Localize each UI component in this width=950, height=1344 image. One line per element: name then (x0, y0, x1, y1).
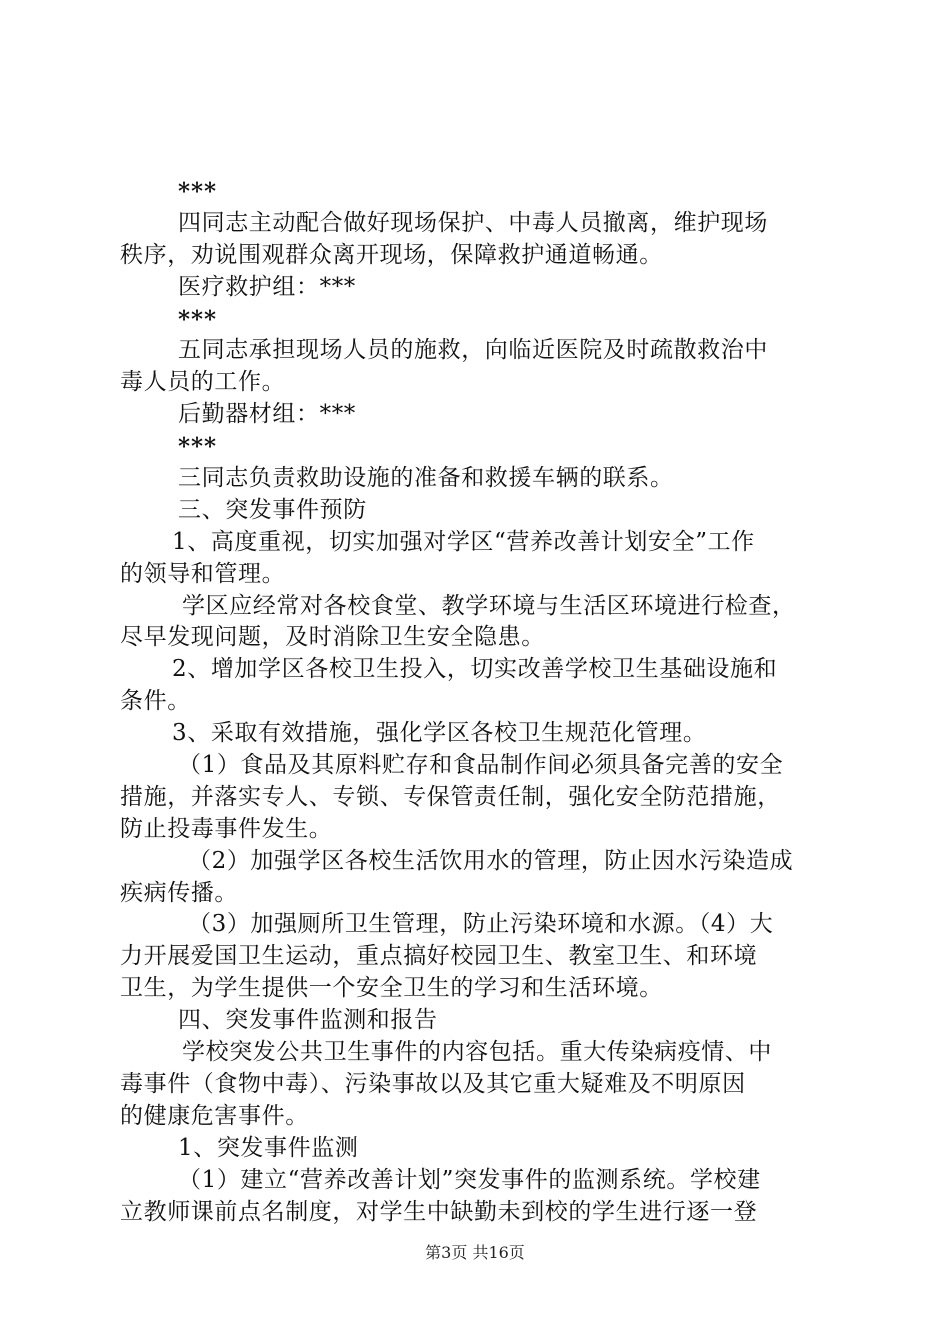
paragraph-line: 后勤器材组：*** (178, 401, 356, 428)
paragraph-line: 2、增加学区各校卫生投入，切实改善学校卫生基础设施和 (172, 656, 778, 683)
paragraph-line: 尽早发现问题，及时消除卫生安全隐患。 (120, 624, 545, 651)
section-heading: 四、突发事件监测和报告 (178, 1007, 438, 1034)
paragraph-line: 措施，并落实专人、专锁、专保管责任制，强化安全防范措施， (120, 783, 781, 810)
paragraph-line: 防止投毒事件发生。 (120, 815, 333, 842)
paragraph-line: 毒事件（食物中毒）、污染事故以及其它重大疑难及不明原因 (120, 1070, 746, 1097)
paragraph-line: 五同志承担现场人员的施救，向临近医院及时疏散救治中 (178, 337, 768, 364)
paragraph-line: 疾病传播。 (120, 879, 238, 906)
paragraph-line: *** (178, 433, 218, 461)
paragraph-line: （1）食品及其原料贮存和食品制作间必须具备完善的安全 (178, 752, 784, 779)
paragraph-line: （3）加强厕所卫生管理，防止污染环境和水源。（4）大 (188, 911, 774, 938)
paragraph-line: 三同志负责救助设施的准备和救援车辆的联系。 (178, 465, 674, 492)
paragraph-line: 医疗救护组：*** (178, 273, 356, 300)
paragraph-line: 3、采取有效措施，强化学区各校卫生规范化管理。 (172, 720, 707, 747)
paragraph-line: 学校突发公共卫生事件的内容包括。重大传染病疫情、中 (182, 1039, 772, 1066)
paragraph-line: 立教师课前点名制度，对学生中缺勤未到校的学生进行逐一登 (120, 1198, 758, 1225)
paragraph-line: 条件。 (120, 688, 191, 715)
paragraph-line: 四同志主动配合做好现场保护、中毒人员撤离，维护现场 (178, 209, 768, 236)
section-heading: 三、突发事件预防 (178, 496, 367, 523)
paragraph-line: 1、高度重视，切实加强对学区“营养改善计划安全”工作 (172, 528, 755, 555)
paragraph-line: *** (178, 305, 218, 333)
paragraph-line: 的领导和管理。 (120, 560, 286, 587)
paragraph-line: 的健康危害事件。 (120, 1102, 309, 1129)
paragraph-line: 学区应经常对各校食堂、教学环境与生活区环境进行检查， (182, 592, 796, 619)
paragraph-line: 秩序，劝说围观群众离开现场，保障救护通道畅通。 (120, 241, 663, 268)
document-body (120, 176, 840, 1228)
paragraph-line: 卫生，为学生提供一个安全卫生的学习和生活环境。 (120, 975, 663, 1002)
paragraph-line: （2）加强学区各校生活饮用水的管理，防止因水污染造成 (188, 847, 794, 874)
paragraph-line: 力开展爱国卫生运动，重点搞好校园卫生、教室卫生、和环境 (120, 943, 758, 970)
subsection-heading: 1、突发事件监测 (178, 1134, 359, 1161)
paragraph-line: 毒人员的工作。 (120, 369, 286, 396)
paragraph-line: *** (178, 178, 218, 205)
page-number-footer: 第3页 共16页 (425, 1243, 525, 1262)
paragraph-line: （1）建立“营养改善计划”突发事件的监测系统。学校建 (178, 1166, 761, 1193)
